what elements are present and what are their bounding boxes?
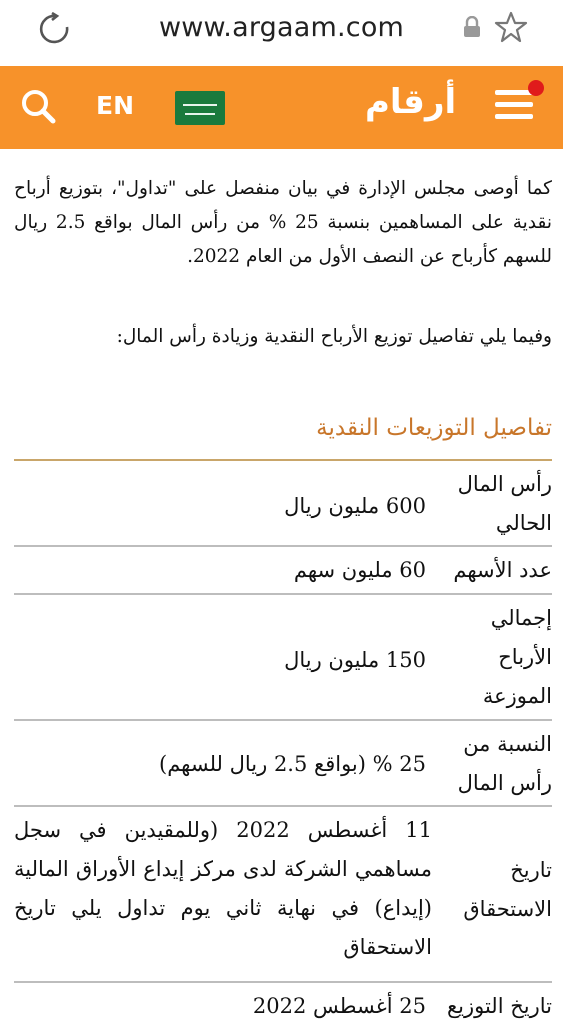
site-header — [0, 66, 563, 149]
lock-icon — [463, 16, 481, 38]
table-row-label: تاريخ الاستحقاق — [463, 858, 552, 921]
table-row-label: إجمالي الأرباح الموزعة — [482, 606, 552, 708]
table-row-value: 600 مليون ريال — [284, 494, 426, 518]
table-row — [14, 459, 552, 545]
saudi-flag-icon[interactable] — [175, 91, 225, 125]
table-row — [14, 719, 552, 805]
table-row — [14, 593, 552, 719]
table-row-value: 60 مليون سهم — [293, 558, 426, 582]
search-icon[interactable] — [20, 88, 56, 124]
table-row — [14, 805, 552, 981]
distribution-table — [14, 459, 552, 1024]
url-text[interactable]: www.argaam.com — [158, 12, 405, 43]
article-paragraph-2: وفيما يلي تفاصيل توزيع الأرباح النقدية وزيادة رأس المال: — [116, 326, 552, 347]
table-row — [14, 981, 552, 1024]
bookmark-star-icon[interactable] — [494, 10, 528, 44]
table-row-value: 25 أغسطس 2022 — [252, 994, 426, 1018]
table-row-label: عدد الأسهم — [453, 558, 552, 582]
table-row — [14, 545, 552, 593]
menu-icon[interactable] — [495, 90, 533, 120]
section-title: تفاصيل التوزيعات النقدية — [316, 415, 552, 441]
notification-dot — [528, 80, 544, 96]
table-row-label: تاريخ التوزيع — [446, 994, 552, 1018]
table-row-label: رأس المال الحالي — [457, 472, 552, 535]
table-row-label: النسبة من رأس المال — [457, 732, 552, 795]
table-row-value: 150 مليون ريال — [284, 648, 426, 672]
argaam-logo[interactable]: أرقام — [365, 82, 457, 122]
table-row-value: 11 أغسطس 2022 (وللمقيدين في سجل مساهمي الشركة لدى مركز إيداع الأوراق المالية (إيداع) في نهاية ثاني يوم تداول يلي تاريخ الاستحقاق — [14, 818, 432, 959]
article-paragraph-1: كما أوصى مجلس الإدارة في بيان منفصل على "تداول"، بتوزيع أرباح نقدية على المساهمين بنسبة 25 % من رأس المال بواقع 2.5 ريال للسهم كأرباح عن النصف الأول من العام 2022. — [14, 178, 553, 267]
table-row-value: 25 % (بواقع 2.5 ريال للسهم) — [159, 752, 426, 776]
browser-url-bar — [0, 0, 563, 66]
language-toggle[interactable]: EN — [96, 91, 135, 120]
